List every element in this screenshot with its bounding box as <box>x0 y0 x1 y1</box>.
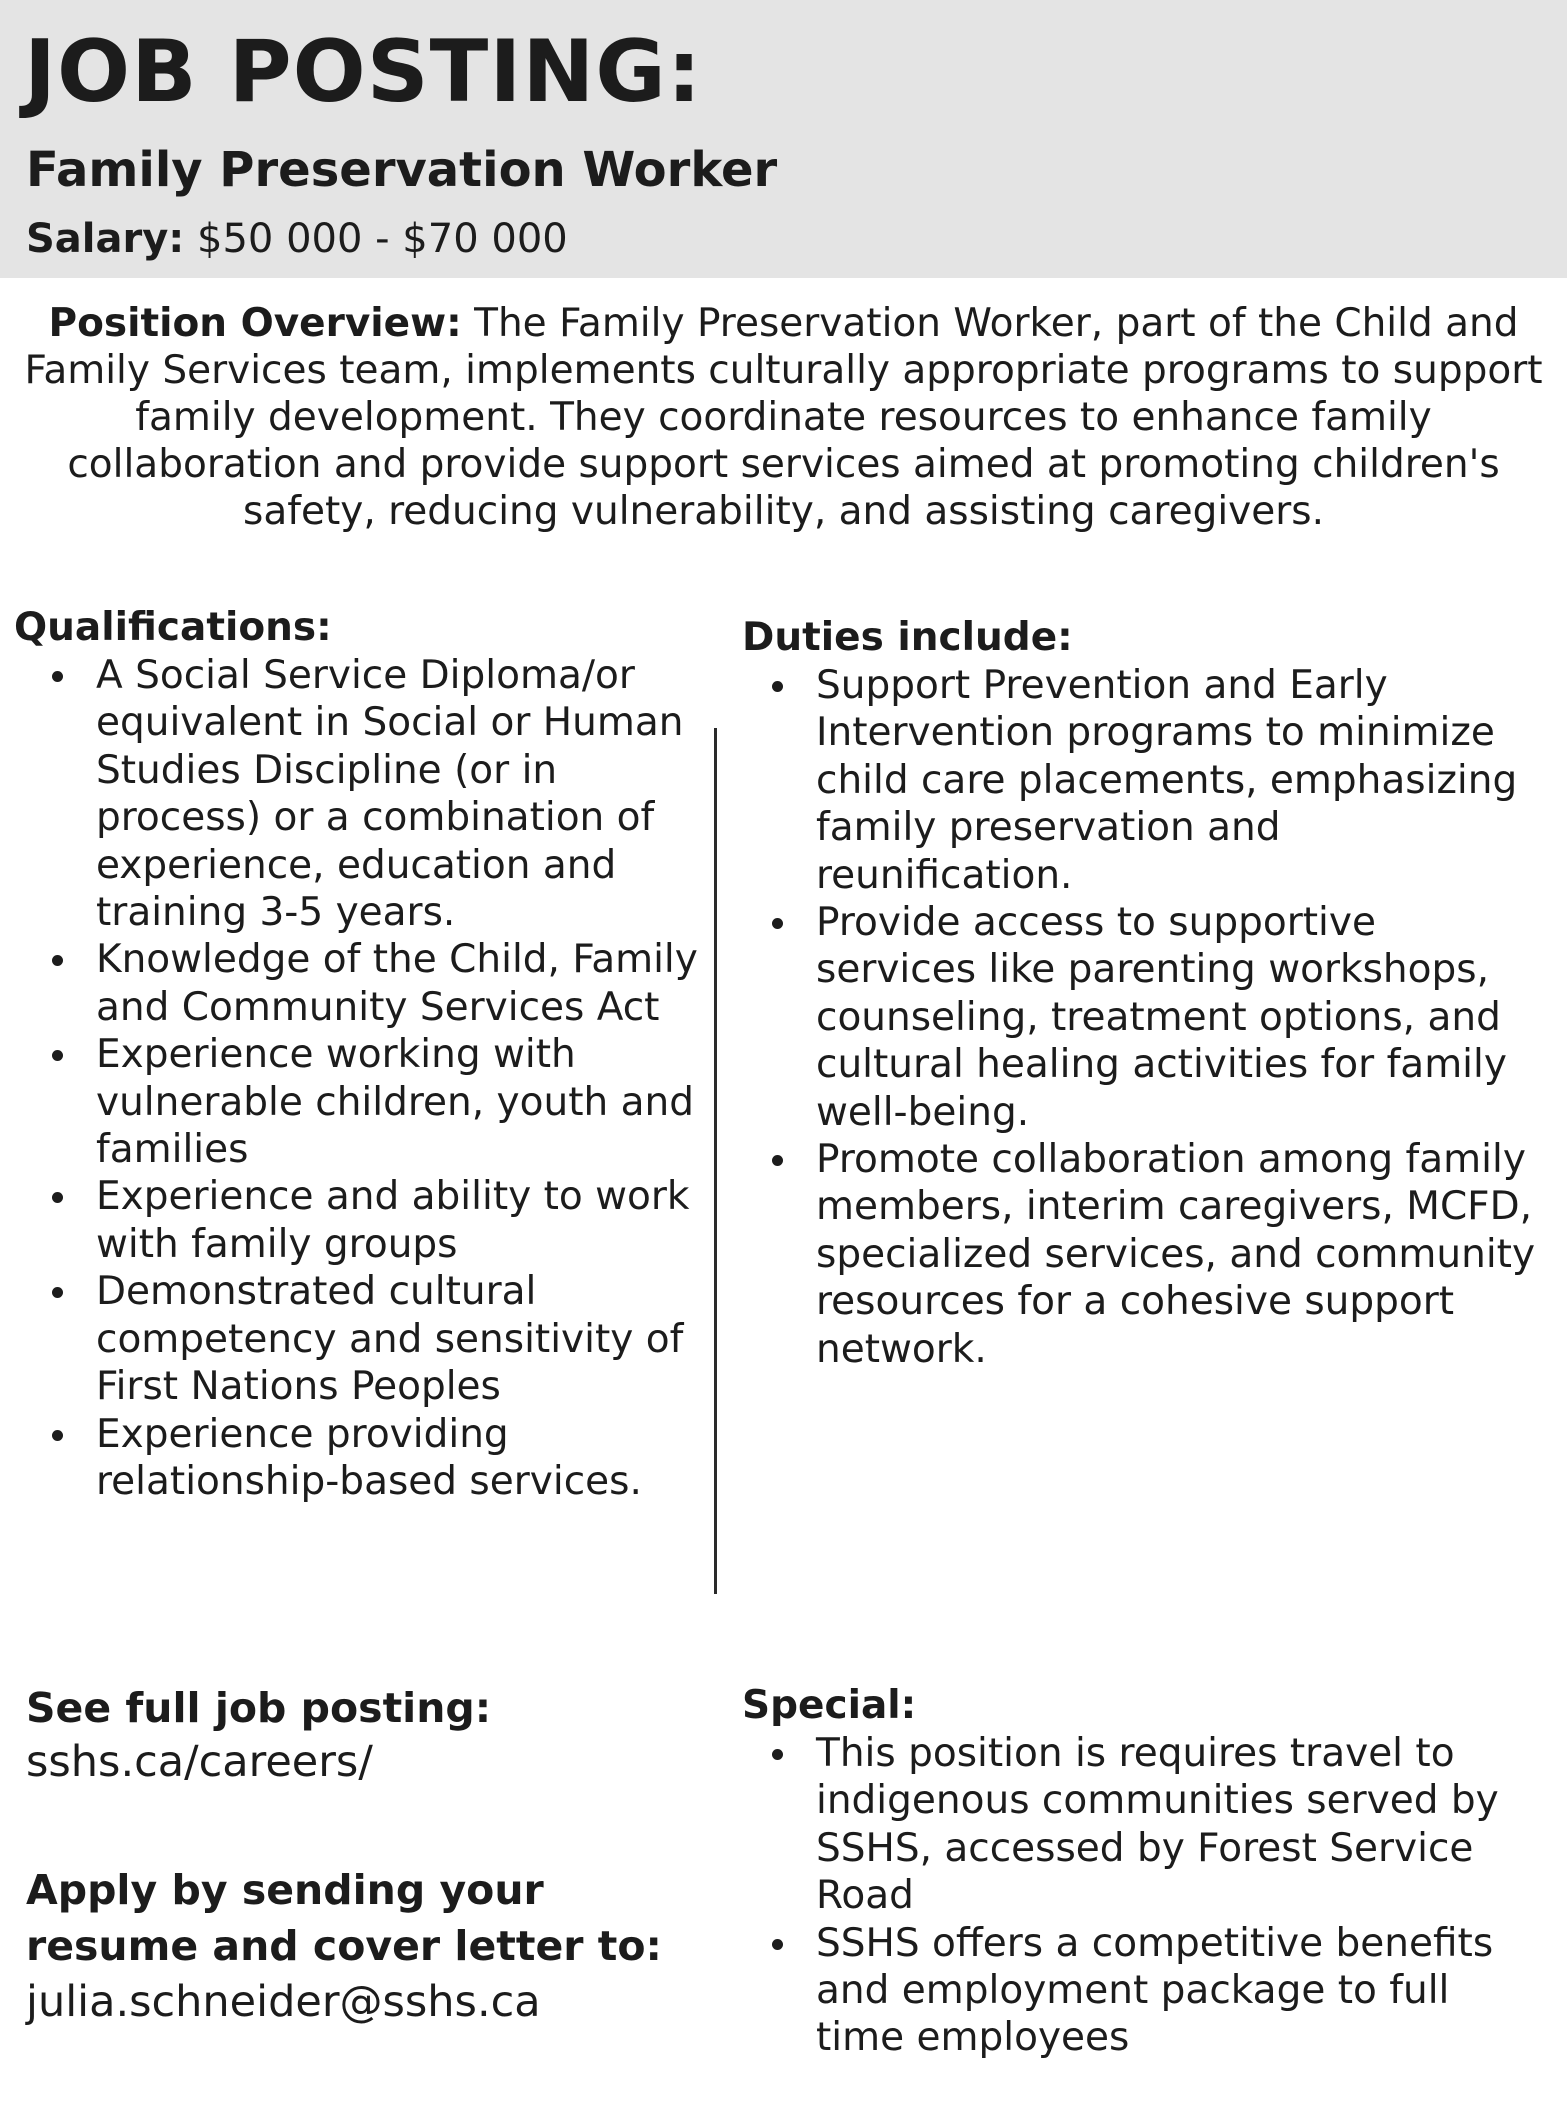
duty-item: Support Prevention and Early Intervention programs to minimize child care placements, emphasizing family preservation and reunification. <box>742 662 1542 899</box>
careers-url[interactable]: sshs.ca/careers/ <box>26 1737 373 1787</box>
position-overview <box>22 300 1545 535</box>
duty-item: Promote collaboration among family members, interim caregivers, MCFD, specialized services, and community resources for a cohesive support network. <box>742 1136 1542 1373</box>
overview-label: Position Overview: <box>48 301 462 346</box>
page-title: JOB POSTING: <box>24 22 703 122</box>
salary <box>26 215 568 263</box>
special-list <box>742 1730 1542 2062</box>
full-posting-heading: See full job posting: <box>26 1684 492 1732</box>
qualifications-heading: Qualifications: <box>14 605 332 650</box>
salary-value: $50 000 - $70 000 <box>184 216 568 262</box>
qualification-item: Experience and ability to work with family groups <box>22 1173 712 1268</box>
special-heading: Special: <box>742 1683 917 1728</box>
qualification-item: Demonstrated cultural competency and sensitivity of First Nations Peoples <box>22 1268 712 1410</box>
qualification-item: Experience providing relationship-based services. <box>22 1411 712 1506</box>
qualification-item: Experience working with vulnerable children, youth and families <box>22 1031 712 1173</box>
duties-heading: Duties include: <box>742 615 1073 660</box>
header-banner <box>0 0 1567 278</box>
overview-text: The Family Preservation Worker, part of the Child and Family Services team, implements culturally appropriate programs to support family development. They coordinate resources to enhance family collaboration and provide support services aimed at promoting children's safety, reducing vulnerability, and assisting caregivers. <box>24 301 1543 534</box>
apply-heading: Apply by sending your resume and cover letter to: <box>26 1866 662 1970</box>
job-title: Family Preservation Worker <box>26 142 778 198</box>
qualification-item: Knowledge of the Child, Family and Community Services Act <box>22 936 712 1031</box>
duty-item: Provide access to supportive services like parenting workshops, counseling, treatment options, and cultural healing activities for family well-being. <box>742 899 1542 1136</box>
special-item: This position is requires travel to indigenous communities served by SSHS, accessed by Forest Service Road <box>742 1730 1542 1920</box>
duties-list <box>742 662 1542 1373</box>
qualifications-list <box>22 652 712 1505</box>
column-divider <box>714 728 717 1594</box>
salary-label: Salary: <box>26 216 185 262</box>
special-item: SSHS offers a competitive benefits and employment package to full time employees <box>742 1920 1542 2062</box>
qualification-item: A Social Service Diploma/or equivalent in Social or Human Studies Discipline (or in process) or a combination of experience, education and training 3-5 years. <box>22 652 712 936</box>
contact-email[interactable]: julia.schneider@sshs.ca <box>26 1977 541 2027</box>
